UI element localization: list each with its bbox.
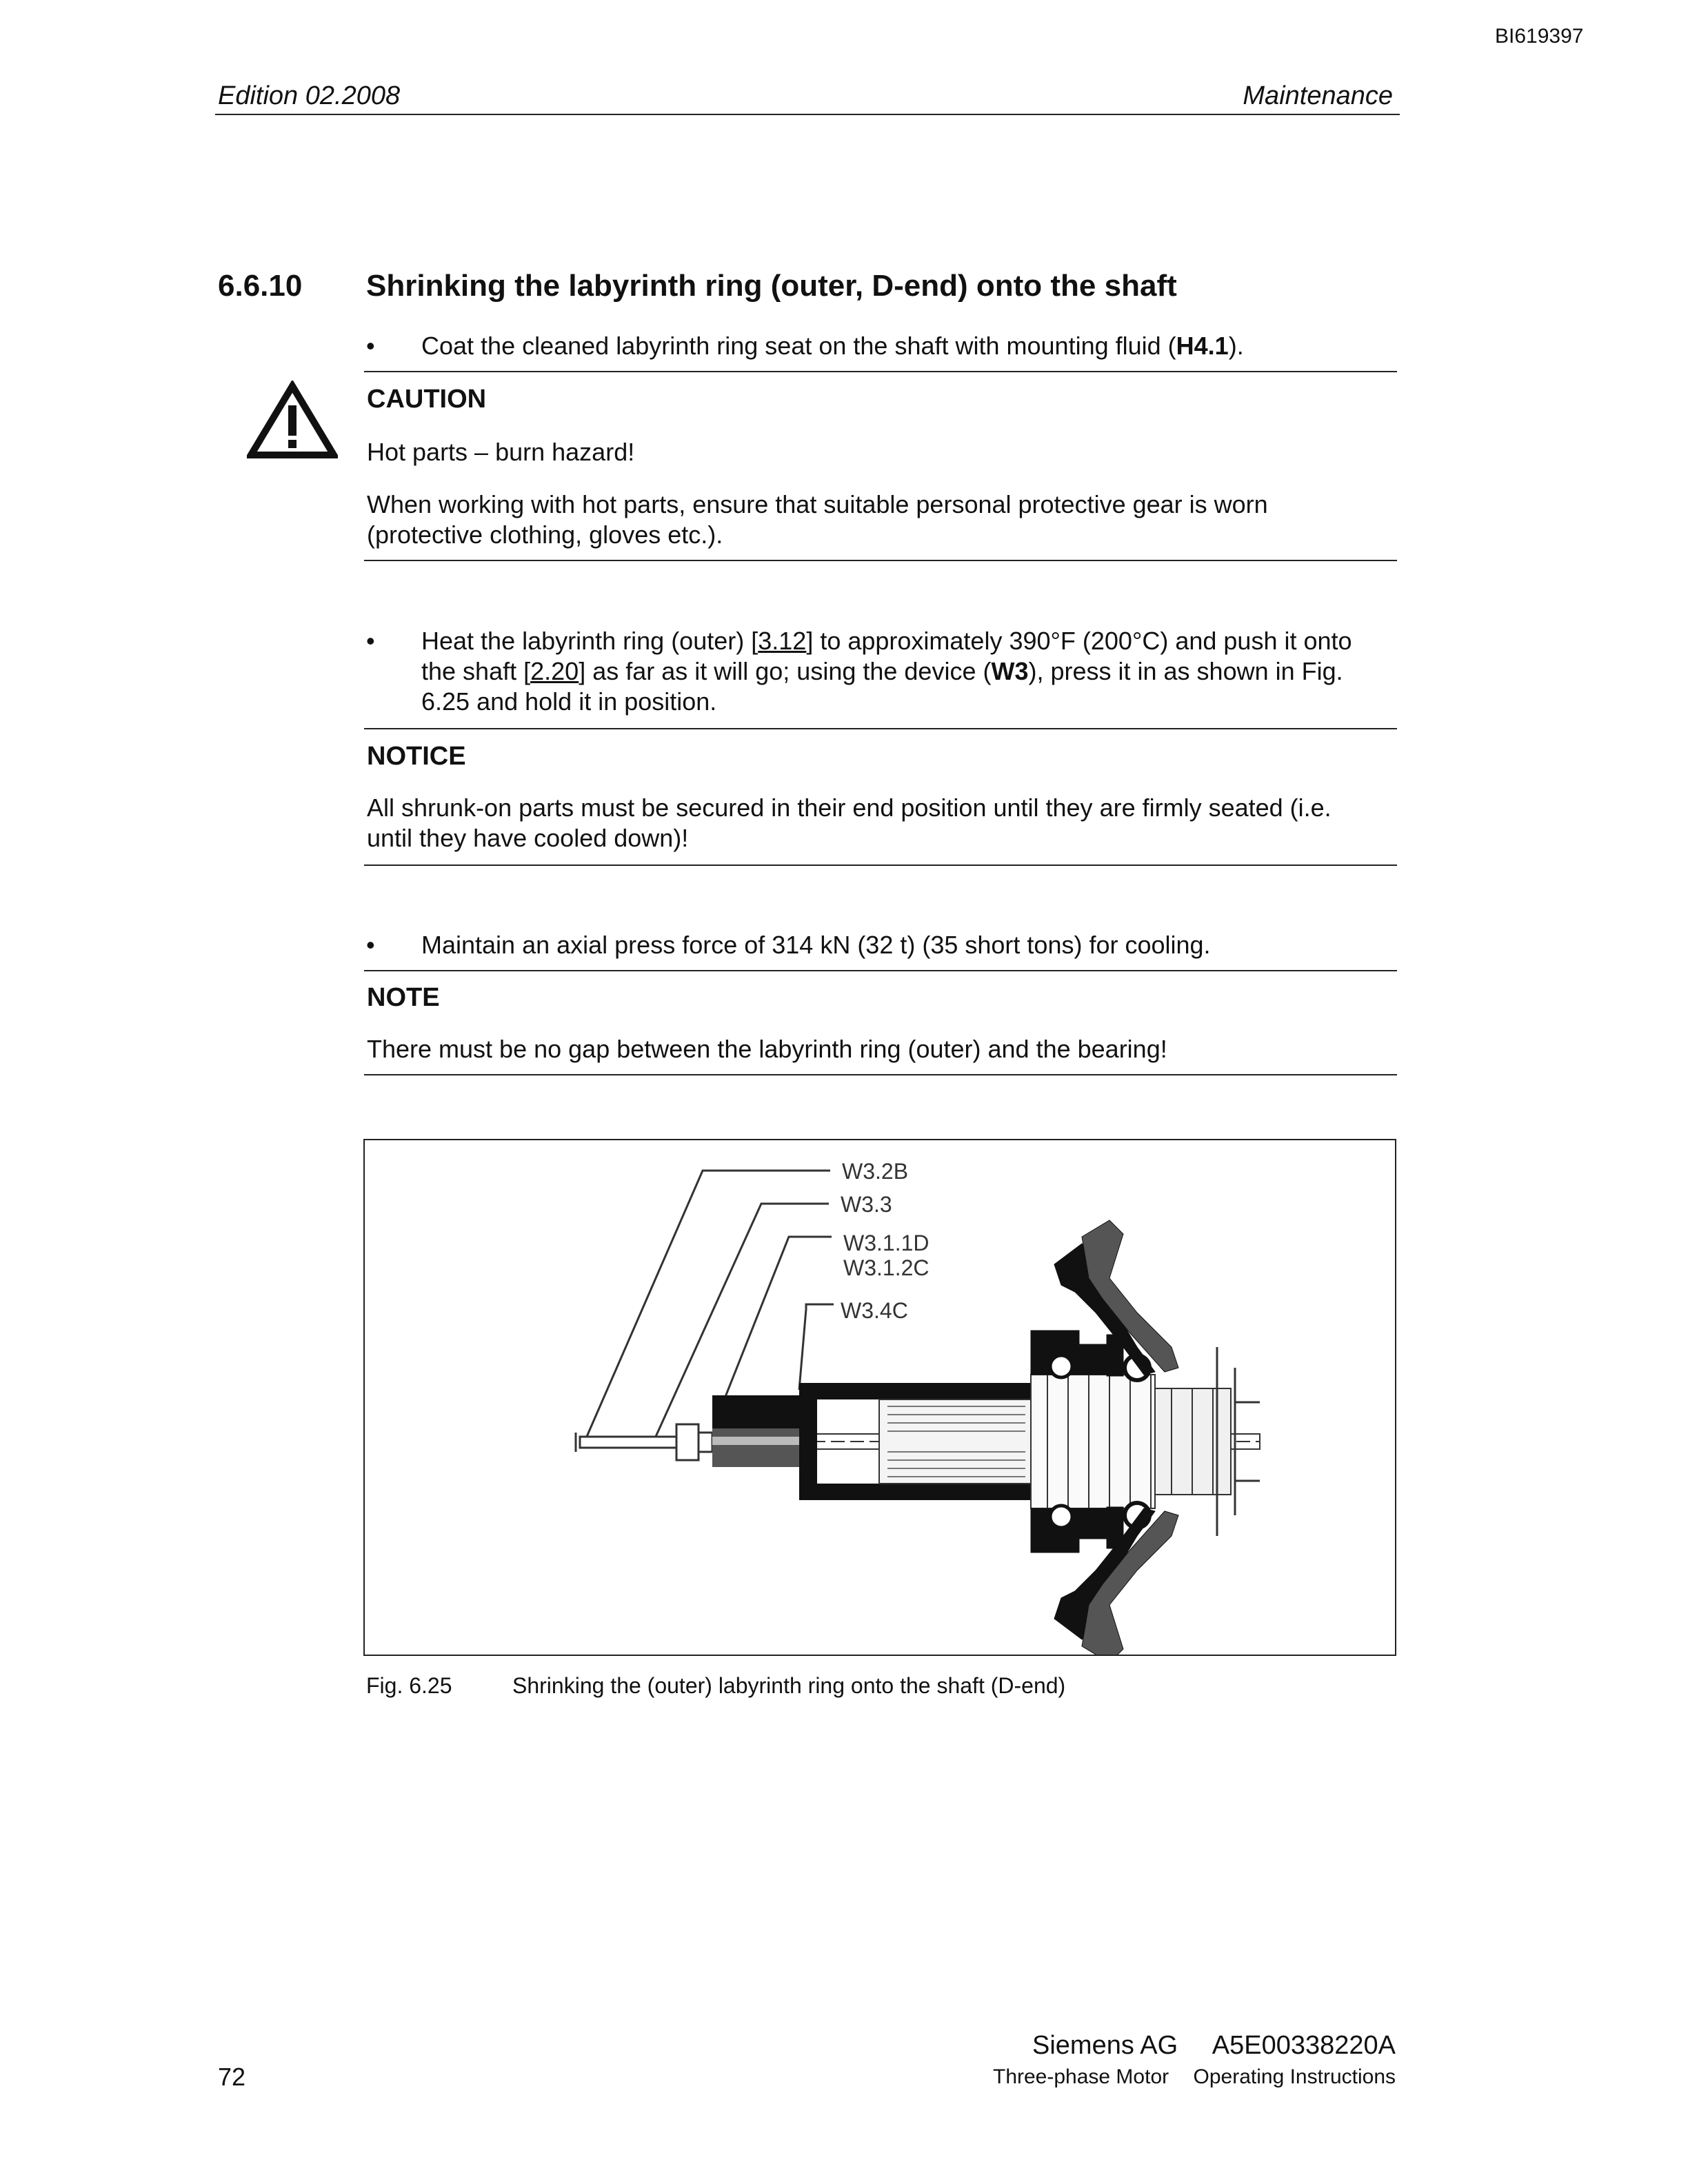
caution-hazard: Hot parts – burn hazard!: [367, 438, 635, 466]
notice-top-rule: [364, 728, 1397, 729]
header-edition: Edition 02.2008: [218, 81, 401, 110]
footer-doc-number: A5E00338220A: [1212, 2031, 1396, 2060]
page-number: 72: [218, 2063, 246, 2091]
document-id: BI619397: [1495, 25, 1584, 48]
step-text: Coat the cleaned labyrinth ring seat on the shaft with mounting fluid (H4.1).: [421, 332, 1244, 360]
header-chapter: Maintenance: [1243, 81, 1393, 110]
figure-caption-text: Shrinking the (outer) labyrinth ring onto the shaft (D-end): [512, 1673, 1066, 1698]
hydraulic-cylinder: [712, 1395, 812, 1474]
footer-company: Siemens AG: [1032, 2031, 1178, 2060]
caution-title: CAUTION: [367, 385, 487, 414]
bullet-icon: •: [366, 931, 375, 959]
caution-top-rule: [364, 371, 1397, 372]
label-w3-1-2c: W3.1.2C: [843, 1255, 930, 1280]
header-rule: [215, 114, 1400, 115]
bearing-housing-lower: [1031, 1503, 1178, 1655]
figure-caption-number: Fig. 6.25: [366, 1673, 452, 1698]
warning-triangle-icon: [247, 381, 338, 461]
bearing-hub: [1031, 1375, 1231, 1508]
caution-bottom-rule: [364, 560, 1397, 561]
bullet-icon: •: [366, 627, 375, 655]
shaft-shoulder: [879, 1399, 1032, 1484]
ref-link-2-20[interactable]: 2.20: [530, 657, 579, 685]
notice-bottom-rule: [364, 865, 1397, 866]
notice-title: NOTICE: [367, 742, 466, 771]
note-text: There must be no gap between the labyrinth ring (outer) and the bearing!: [367, 1035, 1167, 1063]
step-text: Maintain an axial press force of 314 kN (32 t) (35 short tons) for cooling.: [421, 931, 1211, 959]
footer-product: Three-phase Motor: [993, 2065, 1169, 2088]
label-w3-2b: W3.2B: [842, 1159, 909, 1184]
threaded-rod: [576, 1424, 712, 1460]
figure-drawing: [365, 1140, 1395, 1655]
section-title: Shrinking the labyrinth ring (outer, D-end) onto the shaft: [366, 269, 1177, 303]
ref-link-3-12[interactable]: 3.12: [758, 627, 807, 655]
label-w3-3: W3.3: [841, 1192, 892, 1217]
section-number: 6.6.10: [218, 269, 303, 303]
footer-doc-type: Operating Instructions: [1193, 2065, 1396, 2088]
note-bottom-rule: [364, 1074, 1397, 1075]
note-top-rule: [364, 970, 1397, 971]
label-w3-4c: W3.4C: [841, 1298, 908, 1323]
step-text: Heat the labyrinth ring (outer) [3.12] to approximately 390°F (200°C) and push it onto the shaft [2.20] as far as it will go; using the device (W3), press it in as shown in Fig. 6.25 and hold it in position.: [421, 627, 1352, 716]
notice-text: All shrunk-on parts must be secured in their end position until they are firmly seated (i.e. until they have cooled down)!: [367, 793, 1332, 852]
bullet-icon: •: [366, 332, 375, 360]
bearing-housing-upper: [1031, 1220, 1178, 1380]
note-title: NOTE: [367, 983, 440, 1012]
label-w3-1-1d: W3.1.1D: [843, 1231, 930, 1255]
caution-instruction: When working with hot parts, ensure that suitable personal protective gear is worn (protective clothing, gloves etc.).: [367, 490, 1268, 549]
